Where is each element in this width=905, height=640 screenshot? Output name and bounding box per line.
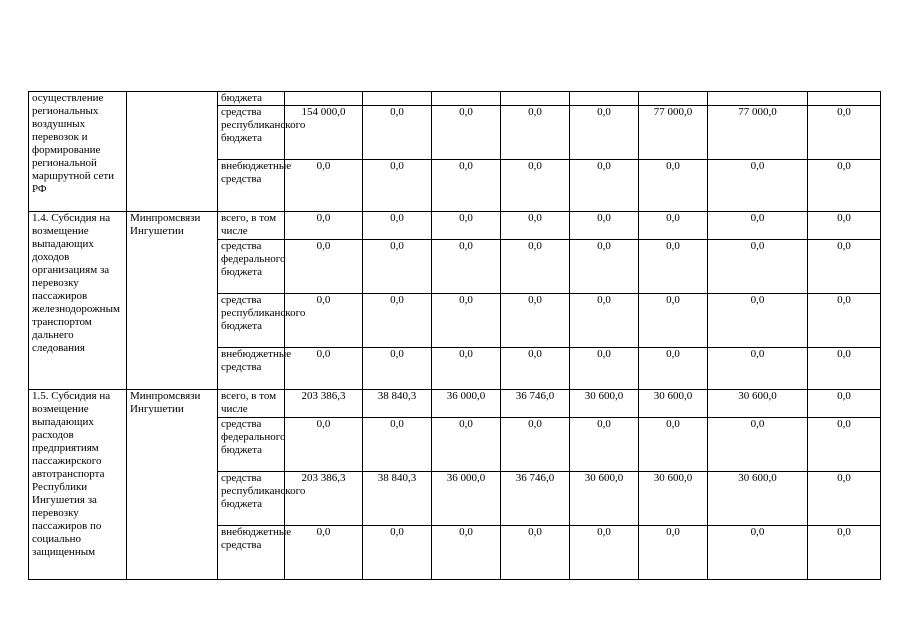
amount-cell: 0,0: [570, 106, 639, 160]
amount-cell: [808, 92, 881, 106]
amount-cell: 0,0: [363, 212, 432, 240]
budget-table: [28, 91, 881, 580]
amount-cell: 36 746,0: [501, 390, 570, 418]
amount-cell: [639, 92, 708, 106]
amount-cell: [708, 92, 808, 106]
funding-source-cell: средства республиканского бюджета: [218, 294, 285, 348]
amount-cell: 36 000,0: [432, 390, 501, 418]
funding-source-cell: средства республиканского бюджета: [218, 106, 285, 160]
amount-cell: 0,0: [501, 240, 570, 294]
amount-cell: 30 600,0: [639, 472, 708, 526]
amount-cell: 0,0: [639, 526, 708, 580]
amount-cell: 0,0: [285, 212, 363, 240]
amount-cell: 0,0: [570, 160, 639, 212]
amount-cell: 0,0: [285, 160, 363, 212]
amount-cell: 0,0: [285, 418, 363, 472]
amount-cell: 0,0: [708, 526, 808, 580]
amount-cell: 0,0: [363, 418, 432, 472]
amount-cell: 0,0: [570, 348, 639, 390]
amount-cell: 0,0: [501, 294, 570, 348]
amount-cell: 77 000,0: [639, 106, 708, 160]
amount-cell: 0,0: [808, 472, 881, 526]
amount-cell: 0,0: [501, 212, 570, 240]
table-row: [29, 92, 881, 106]
amount-cell: [570, 92, 639, 106]
amount-cell: 0,0: [808, 526, 881, 580]
amount-cell: 30 600,0: [639, 390, 708, 418]
amount-cell: 0,0: [363, 160, 432, 212]
amount-cell: 0,0: [639, 212, 708, 240]
amount-cell: 0,0: [639, 418, 708, 472]
amount-cell: 0,0: [639, 240, 708, 294]
amount-cell: [432, 92, 501, 106]
amount-cell: 0,0: [501, 418, 570, 472]
amount-cell: 0,0: [808, 212, 881, 240]
table-row: [29, 390, 881, 418]
amount-cell: 0,0: [432, 526, 501, 580]
amount-cell: 0,0: [808, 390, 881, 418]
amount-cell: 203 386,3: [285, 472, 363, 526]
amount-cell: [363, 92, 432, 106]
amount-cell: 30 600,0: [570, 390, 639, 418]
responsible-cell: [127, 92, 218, 212]
amount-cell: 0,0: [708, 212, 808, 240]
amount-cell: 0,0: [432, 240, 501, 294]
amount-cell: 0,0: [432, 106, 501, 160]
amount-cell: 0,0: [708, 160, 808, 212]
amount-cell: [285, 92, 363, 106]
amount-cell: 154 000,0: [285, 106, 363, 160]
amount-cell: 0,0: [285, 348, 363, 390]
amount-cell: 0,0: [363, 526, 432, 580]
amount-cell: 203 386,3: [285, 390, 363, 418]
amount-cell: 77 000,0: [708, 106, 808, 160]
amount-cell: 0,0: [808, 106, 881, 160]
amount-cell: [501, 92, 570, 106]
amount-cell: 0,0: [363, 348, 432, 390]
amount-cell: 36 000,0: [432, 472, 501, 526]
amount-cell: 0,0: [363, 294, 432, 348]
measure-name-cell: осуществление региональных воздушных перевозок и формирование региональной маршрутной сети РФ: [29, 92, 127, 212]
amount-cell: 0,0: [432, 212, 501, 240]
amount-cell: 0,0: [363, 240, 432, 294]
responsible-cell: Минпромсвязи Ингушетии: [127, 212, 218, 390]
amount-cell: 0,0: [501, 160, 570, 212]
amount-cell: 0,0: [501, 106, 570, 160]
amount-cell: 30 600,0: [708, 390, 808, 418]
amount-cell: 0,0: [285, 294, 363, 348]
amount-cell: 0,0: [808, 160, 881, 212]
amount-cell: 0,0: [639, 294, 708, 348]
amount-cell: 0,0: [708, 240, 808, 294]
amount-cell: 0,0: [285, 526, 363, 580]
amount-cell: 0,0: [432, 348, 501, 390]
amount-cell: 30 600,0: [708, 472, 808, 526]
responsible-cell: Минпромсвязи Ингушетии: [127, 390, 218, 580]
funding-source-cell: средства республиканского бюджета: [218, 472, 285, 526]
amount-cell: 0,0: [808, 348, 881, 390]
amount-cell: 0,0: [432, 160, 501, 212]
amount-cell: 0,0: [570, 212, 639, 240]
amount-cell: 0,0: [708, 418, 808, 472]
amount-cell: 0,0: [285, 240, 363, 294]
funding-source-cell: средства федерального бюджета: [218, 418, 285, 472]
amount-cell: 38 840,3: [363, 390, 432, 418]
funding-source-cell: внебюджетные средства: [218, 526, 285, 580]
amount-cell: 0,0: [708, 348, 808, 390]
amount-cell: 30 600,0: [570, 472, 639, 526]
amount-cell: 0,0: [639, 160, 708, 212]
measure-name-cell: 1.5. Субсидия на возмещение выпадающих расходов предприятиям пассажирского автотранспорта Республики Ингушетия за перевозку пассажиров по социально защищенным: [29, 390, 127, 580]
funding-source-cell: внебюджетные средства: [218, 160, 285, 212]
amount-cell: 0,0: [639, 348, 708, 390]
measure-name-cell: 1.4. Субсидия на возмещение выпадающих доходов организациям за перевозку пассажиров железнодорожным транспортом дальнего следования: [29, 212, 127, 390]
amount-cell: 0,0: [432, 294, 501, 348]
funding-source-cell: средства федерального бюджета: [218, 240, 285, 294]
funding-source-cell: всего, в том числе: [218, 390, 285, 418]
amount-cell: 0,0: [363, 106, 432, 160]
amount-cell: 0,0: [570, 418, 639, 472]
amount-cell: 0,0: [570, 294, 639, 348]
amount-cell: 0,0: [501, 526, 570, 580]
amount-cell: 0,0: [570, 240, 639, 294]
amount-cell: 0,0: [570, 526, 639, 580]
table-row: [29, 212, 881, 240]
amount-cell: 36 746,0: [501, 472, 570, 526]
amount-cell: 0,0: [432, 418, 501, 472]
amount-cell: 38 840,3: [363, 472, 432, 526]
amount-cell: 0,0: [808, 294, 881, 348]
funding-source-cell: бюджета: [218, 92, 285, 106]
funding-source-cell: внебюджетные средства: [218, 348, 285, 390]
amount-cell: 0,0: [501, 348, 570, 390]
amount-cell: 0,0: [808, 240, 881, 294]
funding-source-cell: всего, в том числе: [218, 212, 285, 240]
amount-cell: 0,0: [708, 294, 808, 348]
amount-cell: 0,0: [808, 418, 881, 472]
